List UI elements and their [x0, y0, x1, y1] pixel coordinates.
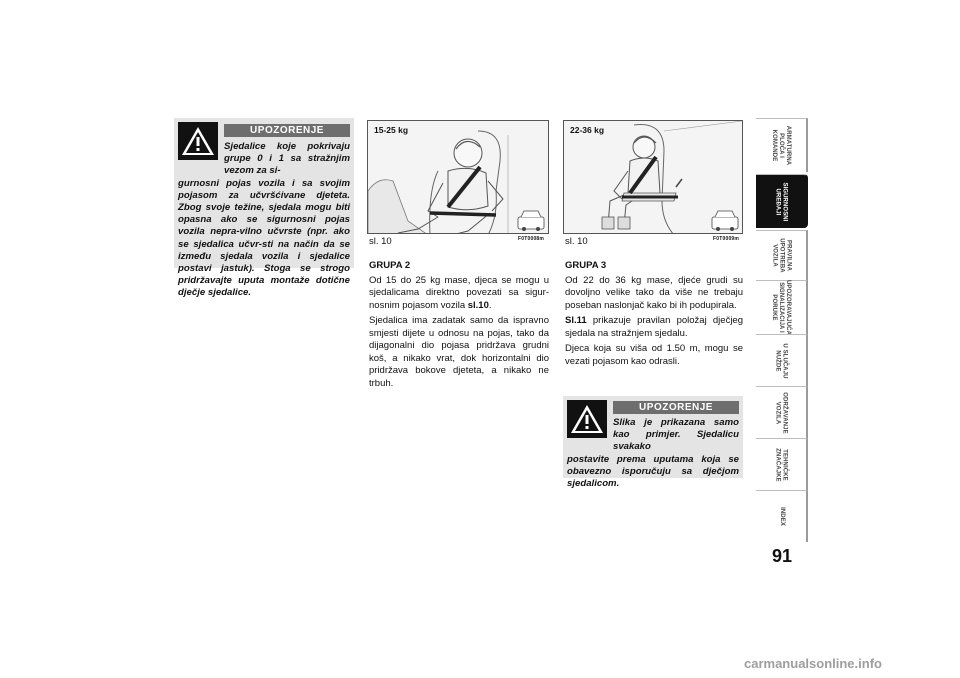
warning-text-rest: gurnosni pojas vozila i sa svojim pojasom za učvršćivane djeteta. Zbog svoje težine, sjedala mogu biti opasna ako se sigurnosni pojas vozila nepra-vilno učvrste (npr. ako se sjedalica učvr-sti na način da se između sjedala vozila i sjedalice postavi jastuk). Stoga se strogo pridržavajte uputa montaže dotične dječje sjedalice. — [178, 177, 350, 299]
warning-box-right — [563, 396, 743, 490]
group2-text — [369, 260, 549, 393]
figure-caption: sl. 10 — [369, 236, 392, 247]
tab-upozoravajuca-signalizacija[interactable] — [756, 280, 808, 334]
figure-code: F0T0009m — [713, 236, 740, 242]
tab-pravilna-upotreba[interactable] — [756, 230, 808, 280]
group3-paragraph-3: Djeca koja su viša od 1.50 m, mogu se vezati pojasom kao odrasli. — [565, 343, 743, 367]
figure-code: F0T0008m — [518, 236, 545, 242]
tab-u-slucaju-nuzde[interactable] — [756, 334, 808, 386]
figure-reference: Sl.11 — [565, 315, 587, 326]
figure-reference: sl.10 — [467, 299, 489, 311]
warning-box-left — [174, 118, 354, 299]
figure-weight-label: 15-25 kg — [374, 125, 409, 135]
tab-odrzavanje-vozila[interactable] — [756, 386, 808, 438]
group3-p2-text: prikazuje pravilan položaj dječjeg sjedala na stražnjem sjedalu. — [565, 315, 743, 339]
warning-text — [567, 417, 739, 490]
tab-label: ODRŽAVANJE VOZILA — [774, 391, 788, 434]
tab-label: INDEX — [778, 507, 785, 526]
group3-paragraph-2 — [565, 315, 743, 340]
child-seat-cushion-illustration — [564, 121, 743, 234]
warning-text-first: Sjedalice koje pokrivaju grupe 0 i 1 sa stražnjim vezom za si- — [224, 141, 350, 177]
group2-heading: GRUPA 2 — [369, 260, 411, 271]
warning-text — [178, 141, 350, 300]
figure-child-seat-cushion — [563, 120, 743, 234]
group3-text — [565, 260, 743, 371]
figure-child-booster-seat — [367, 120, 549, 234]
page-number: 91 — [771, 546, 793, 566]
warning-text-first: Slika je prikazana samo kao primjer. Sjedalicu svakako — [613, 417, 739, 453]
tab-index[interactable] — [756, 490, 808, 542]
watermark-footer: carmanualsonline.info — [744, 656, 882, 671]
figure-weight-label: 22-36 kg — [570, 125, 605, 135]
tab-armaturna-ploca[interactable] — [756, 118, 808, 172]
tab-label: PRAVILNA UPOTREBA VOZILA — [771, 238, 792, 273]
tab-label: UPOZORAVAJUĆA SIGNALIZACIJA I PORUKE — [771, 279, 792, 336]
group3-paragraph-1: Od 22 do 36 kg mase, djeće grudi su dovoljno velike tako da više ne trebaju poseban naslonjač kako bi ih podupirala. — [565, 274, 743, 311]
tab-tehnicke-znacajke[interactable] — [756, 438, 808, 490]
group2-p1-end: . — [488, 299, 492, 311]
warning-title: UPOZORENJE — [613, 401, 739, 414]
warning-title: UPOZORENJE — [224, 124, 350, 137]
tab-label: U SLUČAJU NUŽDE — [775, 342, 788, 379]
tab-label: TEHNIČKE ZNAČAJKE — [774, 447, 788, 482]
group2-p1-text: Od 15 do 25 kg mase, djeca se mogu u sjedalicama direktno povezati sa sigur-nosnim pojasom vozila — [369, 274, 549, 311]
warning-text-rest: postavite prema uputama koja se obavezno isporučuju sa dječjom sjedalicom. — [567, 453, 739, 490]
group2-paragraph-2: Sjedalica ima zadatak samo da ispravno smjesti dijete u odnosu na pojas, tako da dijagonalni dio pojasa pridržava grudni koš, a nikako vrat, dok horizontalni dio pridržava bokove djeteta, a nikako ne trbuh. — [369, 315, 549, 389]
group3-heading: GRUPA 3 — [565, 260, 607, 271]
tab-label: SIGURNOSNI UREĐAJI — [774, 181, 788, 222]
figure-caption: sl. 10 — [565, 236, 588, 247]
tab-sigurnosni-uredaji[interactable] — [756, 174, 808, 228]
group2-paragraph-1 — [369, 275, 549, 313]
child-booster-seat-illustration — [368, 121, 549, 234]
tab-label: ARMATURNA PLOČA I KOMANDE — [771, 125, 792, 166]
